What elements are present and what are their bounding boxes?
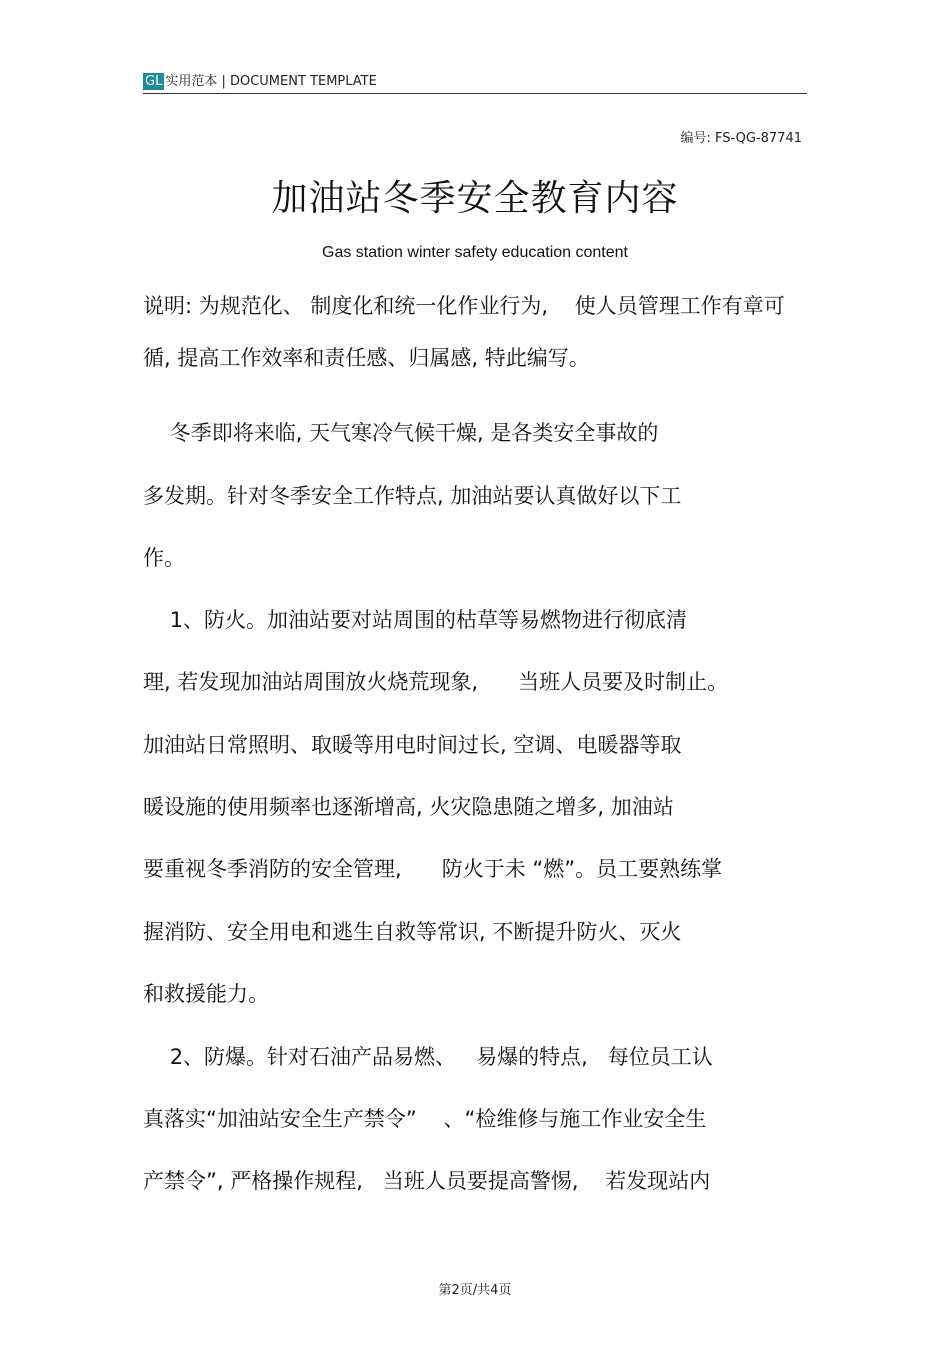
- page-subtitle: Gas station winter safety education content: [322, 244, 628, 261]
- text-line-15: 产禁令”, 严格操作规程, 当班人员要提高警惕, 若发现站内: [143, 1169, 711, 1193]
- logo-badge: GL: [145, 74, 163, 89]
- header-divider: [143, 93, 807, 94]
- text-line-1: 说明: 为规范化、 制度化和统一化作业行为, 使人员管理工作有章可: [143, 294, 785, 318]
- text-line-10: 要重视冬季消防的安全管理, 防火于未 “燃”。员工要熟练掌: [143, 857, 723, 881]
- text-line-5: 作。: [143, 546, 185, 570]
- text-line-2: 循, 提高工作效率和责任感、归属感, 特此编写。: [143, 346, 590, 370]
- text-line-7: 理, 若发现加油站周围放火烧荒现象, 当班人员要及时制止。: [143, 670, 729, 694]
- text-line-3: 冬季即将来临, 天气寒冷气候干燥, 是各类安全事故的: [143, 421, 659, 445]
- text-line-6: 1、防火。加油站要对站周围的枯草等易燃物进行彻底清: [143, 608, 688, 632]
- text-line-12: 和救援能力。: [143, 982, 269, 1006]
- text-line-13: 2、防爆。针对石油产品易燃、 易爆的特点, 每位员工认: [143, 1045, 713, 1069]
- text-line-8: 加油站日常照明、取暖等用电时间过长, 空调、电暖器等取: [143, 733, 682, 757]
- page-footer: 第2页/共4页: [438, 1283, 512, 1298]
- text-line-4: 多发期。针对冬季安全工作特点, 加油站要认真做好以下工: [143, 484, 682, 508]
- document-number: 编号: FS-QG-87741: [680, 131, 802, 146]
- page-title: 加油站冬季安全教育内容: [271, 178, 679, 219]
- header-text: 实用范本 | DOCUMENT TEMPLATE: [165, 74, 377, 89]
- document-header: [143, 70, 377, 92]
- text-line-9: 暖设施的使用频率也逐渐增高, 火灾隐患随之增多, 加油站: [143, 795, 674, 819]
- text-line-14: 真落实“加油站安全生产禁令” 、“检维修与施工作业安全生: [143, 1107, 707, 1131]
- text-line-11: 握消防、安全用电和逃生自救等常识, 不断提升防火、灭火: [143, 920, 682, 944]
